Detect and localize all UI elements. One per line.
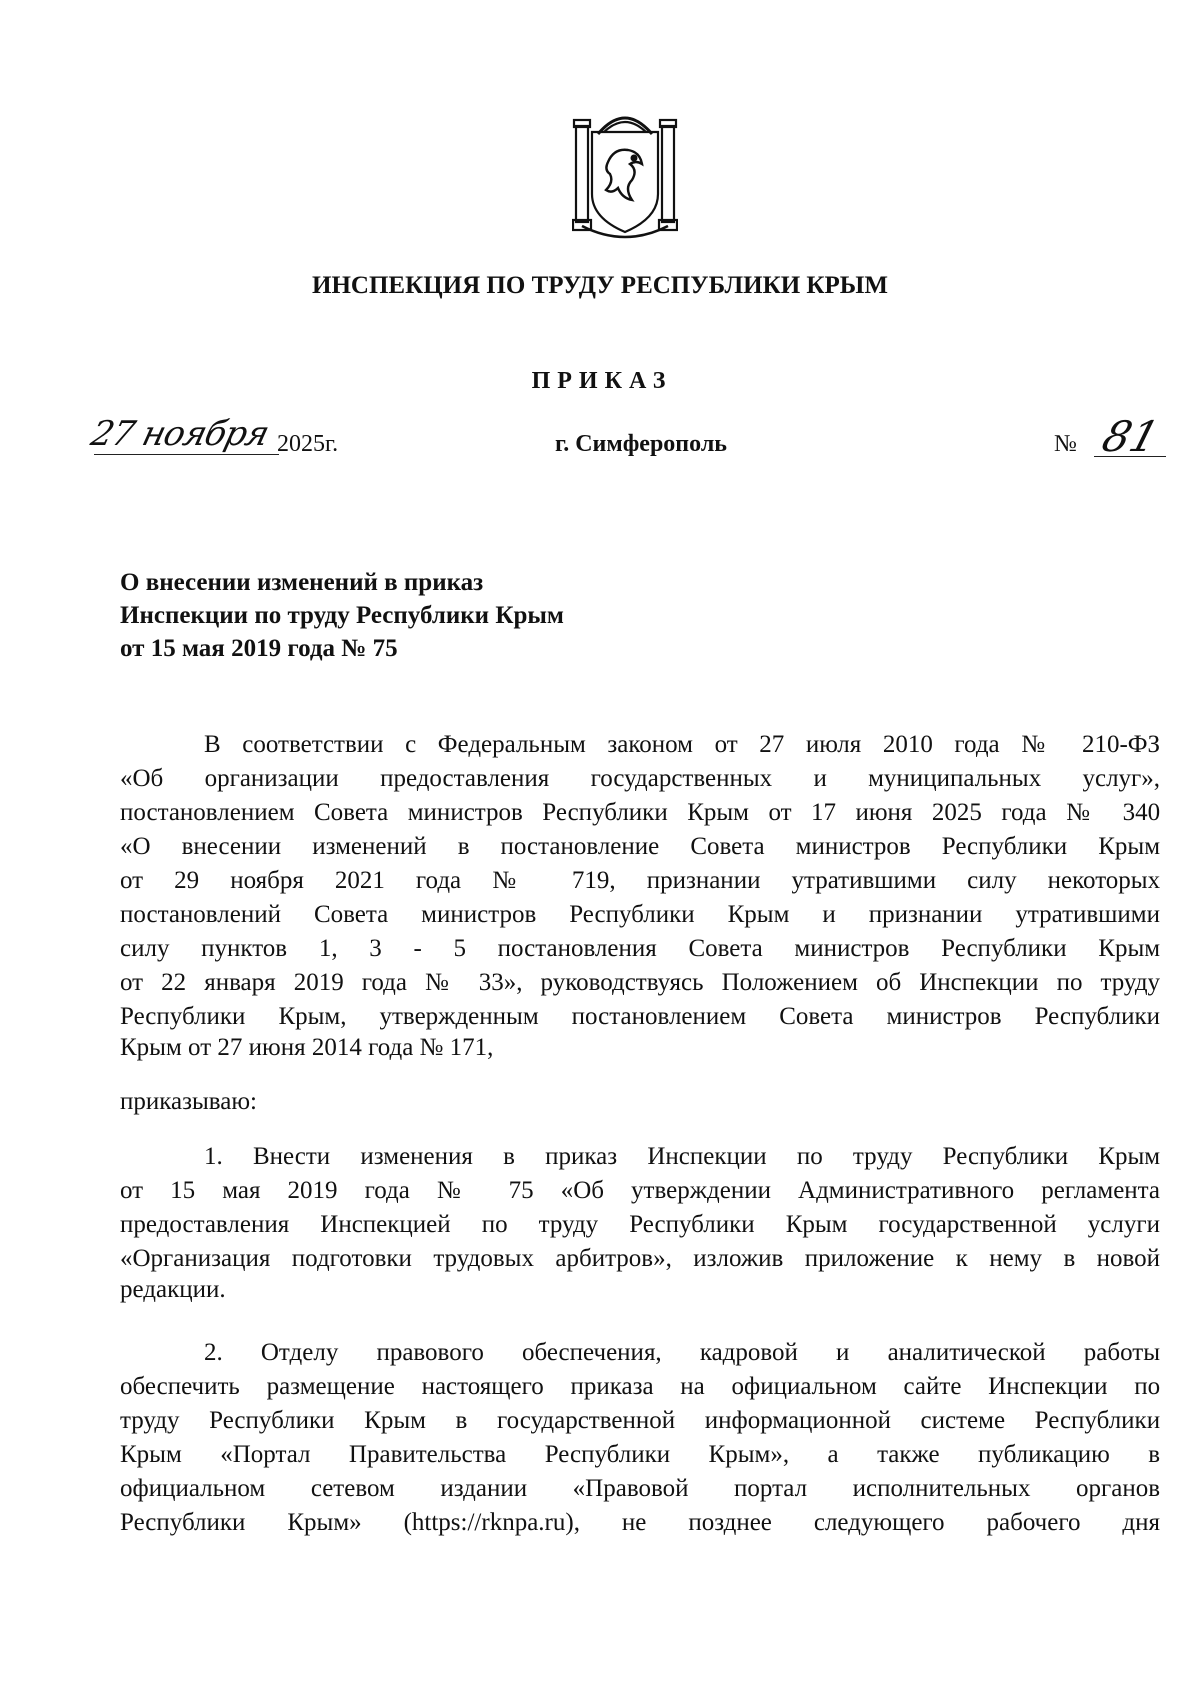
item1-line: 1. Внести изменения в приказ Инспекции по труду Республики Крым [204, 1143, 1160, 1170]
preamble-line: «Об организации предоставления государственных и муниципальных услуг», [120, 765, 1160, 792]
subject-line: от 15 мая 2019 года № 75 [120, 635, 398, 662]
preamble-line: силу пунктов 1, 3 - 5 постановления Совета министров Республики Крым [120, 935, 1160, 962]
item2-line: Крым «Портал Правительства Республики Крым», а также публикацию в [120, 1441, 1160, 1468]
preamble-line: «О внесении изменений в постановление Совета министров Республики Крым [120, 833, 1160, 860]
preamble-line: Крым от 27 июня 2014 года № 171, [120, 1034, 494, 1061]
number-sign: № [1054, 431, 1077, 457]
subject-heading [120, 566, 564, 665]
preamble-line: от 29 ноября 2021 года № 719, признании утратившими силу некоторых [120, 867, 1160, 894]
date-handwritten: 27 ноября [87, 414, 273, 454]
number-handwritten: 81 [1096, 412, 1165, 461]
item2-line: официальном сетевом издании «Правовой портал исполнительных органов [120, 1475, 1160, 1502]
preamble-line: постановлением Совета министров Республики Крым от 17 июня 2025 года № 340 [120, 799, 1160, 826]
item1-line: предоставления Инспекцией по труду Республики Крым государственной услуги [120, 1211, 1160, 1238]
item1-line: редакции. [120, 1276, 226, 1303]
subject-line: Инспекции по труду Республики Крым [120, 602, 564, 629]
date-underline [94, 454, 279, 455]
preamble-line: Республики Крым, утвержденным постановлением Совета министров Республики [120, 1003, 1160, 1030]
item1-line: «Организация подготовки трудовых арбитров», изложив приложение к нему в новой [120, 1245, 1160, 1272]
preamble-line: от 22 января 2019 года № 33», руководствуясь Положением об Инспекции по труду [120, 969, 1160, 996]
item2-line: труду Республики Крым в государственной информационной системе Республики [120, 1407, 1160, 1434]
document-number [1054, 414, 1174, 462]
subject-line: О внесении изменений в приказ [120, 569, 484, 596]
coat-of-arms-icon [572, 108, 678, 242]
preamble-line: постановлений Совета министров Республики Крым и признании утратившими [120, 901, 1160, 928]
date-year: 2025г. [277, 431, 339, 457]
organization-title: ИНСПЕКЦИЯ ПО ТРУДУ РЕСПУБЛИКИ КРЫМ [312, 272, 888, 299]
item2-line: Республики Крым» (https://rknpa.ru), не позднее следующего рабочего дня [120, 1509, 1160, 1536]
preamble-line: В соответствии с Федеральным законом от 27 июля 2010 года № 210-ФЗ [204, 731, 1160, 758]
item2-line: 2. Отделу правового обеспечения, кадровой и аналитической работы [204, 1339, 1160, 1366]
item2-line: обеспечить размещение настоящего приказа на официальном сайте Инспекции по [120, 1373, 1160, 1400]
document-city: г. Симферополь [555, 431, 727, 457]
crimea-coat-of-arms-icon [572, 108, 678, 242]
order-word: приказываю: [120, 1088, 257, 1115]
document-type: ПРИКАЗ [531, 368, 673, 394]
item1-line: от 15 мая 2019 года № 75 «Об утверждении Административного регламента [120, 1177, 1160, 1204]
